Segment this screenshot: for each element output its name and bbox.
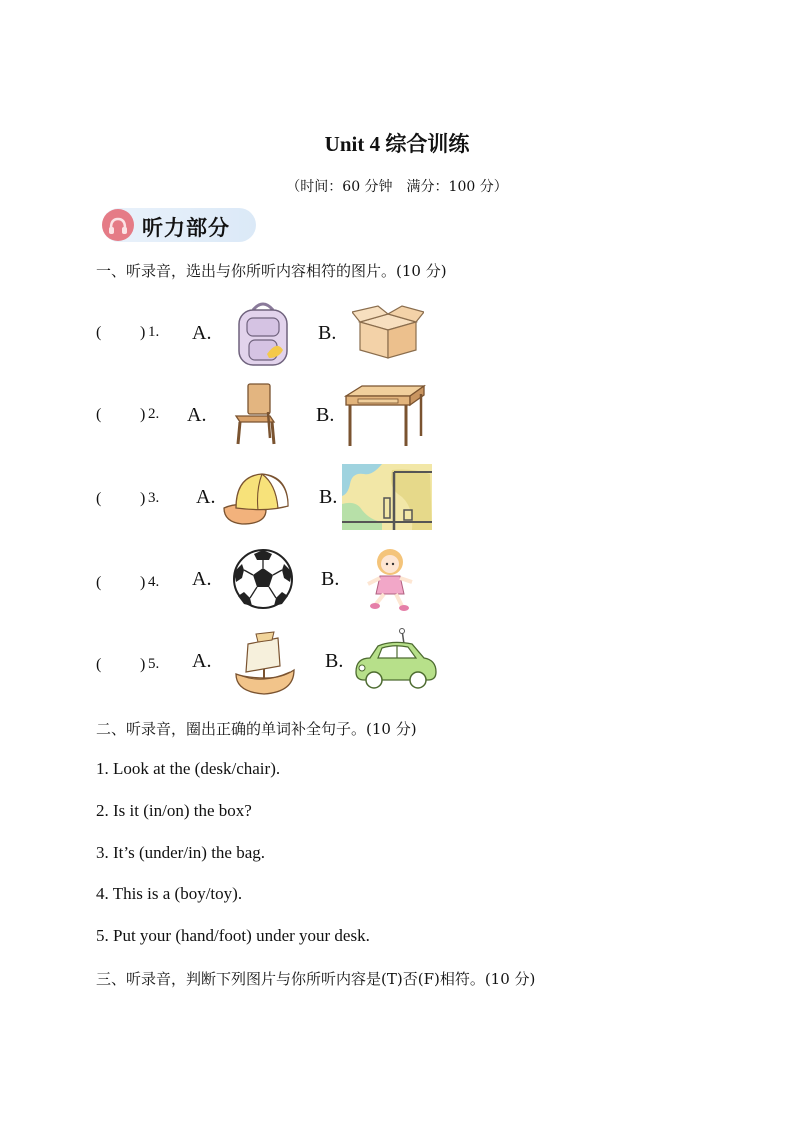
- question-row-3: ( ) 3. A. B.: [96, 464, 496, 534]
- section-banner-label: 听力部分: [142, 216, 230, 240]
- option-b-label: B.: [318, 322, 337, 344]
- cap-icon: [222, 470, 292, 530]
- option-a-label: A.: [187, 404, 207, 426]
- question-row-5: ( ) 5. A. B.: [96, 628, 496, 698]
- sentence-1: 1. Look at the (desk/chair).: [96, 759, 281, 778]
- question-number: 3.: [148, 490, 160, 506]
- part3-heading: 三、听录音，判断下列图片与你所听内容是(T)否(F)相符。(10 分): [96, 970, 536, 988]
- question-number: 5.: [148, 656, 160, 672]
- backpack-icon: [231, 300, 295, 372]
- option-a-label: A.: [192, 322, 212, 344]
- option-a-label: A.: [192, 568, 212, 590]
- sentence-2: 2. Is it (in/on) the box?: [96, 801, 252, 820]
- question-row-1: ( ) 1. A. B.: [96, 300, 496, 370]
- map-icon: [342, 464, 432, 534]
- question-number: 4.: [148, 574, 160, 590]
- chair-icon: [230, 382, 280, 450]
- option-a-label: A.: [192, 650, 212, 672]
- toy-car-icon: [352, 628, 438, 698]
- question-row-4: ( ) 4. A. B.: [96, 546, 496, 616]
- part1-heading: 一、听录音，选出与你所听内容相符的图片。(10 分): [96, 262, 447, 280]
- option-a-label: A.: [196, 486, 216, 508]
- boat-icon: [232, 630, 298, 702]
- part2-heading: 二、听录音，圈出正确的单词补全句子。(10 分): [96, 720, 417, 738]
- headphones-icon: [102, 209, 134, 241]
- option-b-label: B.: [316, 404, 335, 426]
- sentence-4: 4. This is a (boy/toy).: [96, 884, 243, 903]
- section-banner: [102, 208, 256, 242]
- page-title: Unit 4 综合训练: [324, 132, 470, 156]
- option-b-label: B.: [325, 650, 344, 672]
- exam-info: （时间：60 分钟 满分：100 分）: [286, 179, 508, 195]
- soccer-ball-icon: [232, 548, 294, 614]
- option-b-label: B.: [321, 568, 340, 590]
- sentence-3: 3. It’s (under/in) the bag.: [96, 843, 266, 862]
- option-b-label: B.: [319, 486, 338, 508]
- desk-icon: [344, 384, 426, 452]
- doll-icon: [366, 546, 420, 616]
- box-icon: [352, 304, 424, 364]
- sentence-5: 5. Put your (hand/foot) under your desk.: [96, 926, 370, 945]
- question-row-2: ( ) 2. A. B.: [96, 382, 496, 452]
- question-number: 1.: [148, 324, 160, 340]
- question-number: 2.: [148, 406, 160, 422]
